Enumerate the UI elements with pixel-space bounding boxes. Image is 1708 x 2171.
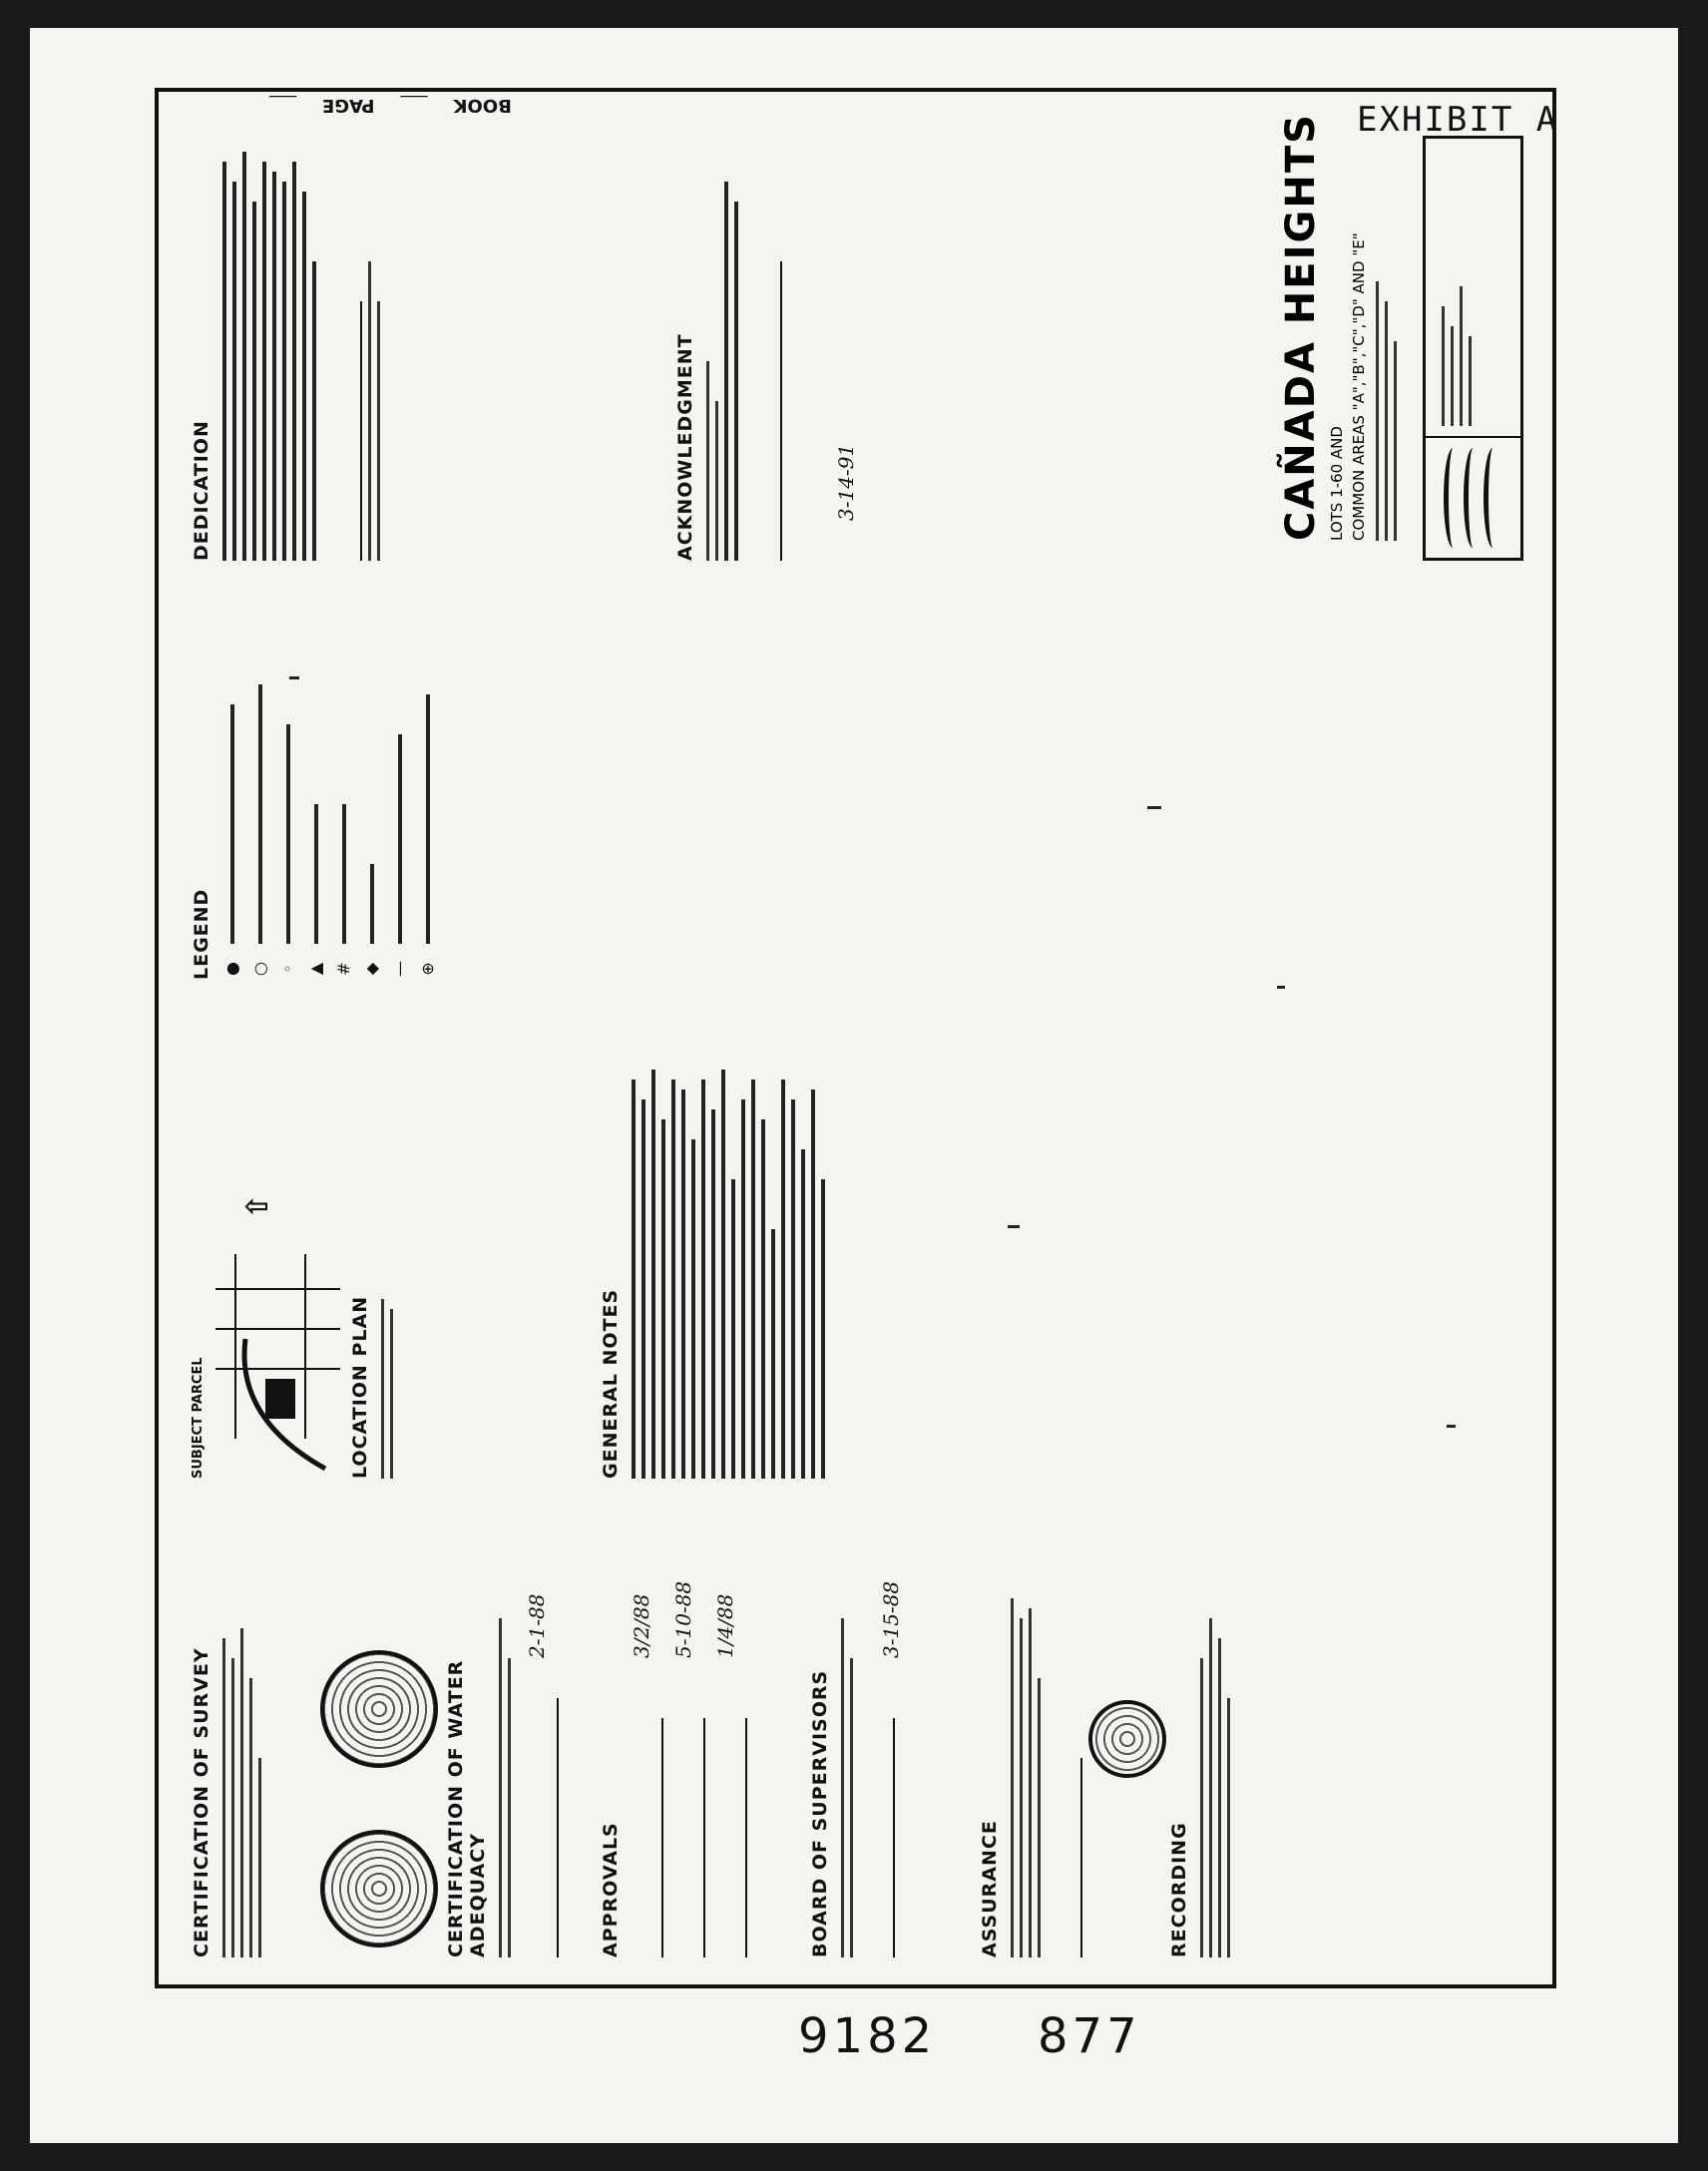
legend-heading: LEGEND — [191, 888, 213, 980]
title-line-1: LOTS 1-60 AND — [1328, 426, 1346, 541]
scan-speck — [1147, 806, 1161, 809]
engineer-logo-icon — [1426, 436, 1520, 558]
certification-of-survey-heading: CERTIFICATION OF SURVEY — [191, 1647, 213, 1957]
subject-parcel-label: SUBJECT PARCEL — [191, 1357, 206, 1479]
subdivision-title: CAÑADA HEIGHTS — [1278, 113, 1324, 541]
footer-number-right: 877 — [1038, 2008, 1141, 2064]
document-paper — [30, 28, 1678, 2143]
general-notes-heading: GENERAL NOTES — [600, 1288, 622, 1479]
scan-speck — [289, 676, 299, 679]
dedication-section — [191, 142, 386, 561]
board-date: 3-15-88 — [879, 1580, 903, 1658]
title-line-2: COMMON AREAS "A","B","C","D" AND "E" — [1350, 232, 1368, 541]
scan-speck — [1447, 1425, 1456, 1428]
approval-date-3: 1/4/88 — [713, 1593, 737, 1658]
north-arrow-icon: ⇧ — [240, 1193, 275, 1219]
acknowledgment-date: 3-14-91 — [834, 443, 858, 521]
book-label: BOOK — [453, 95, 512, 117]
approvals-section — [600, 1558, 749, 1957]
exhibit-label: EXHIBIT A — [1357, 100, 1559, 140]
footer-number-left: 9182 — [798, 2008, 937, 2064]
water-adequacy-section — [445, 1578, 559, 1957]
surveyor-seal — [320, 1830, 438, 1948]
approvals-heading: APPROVALS — [600, 1822, 622, 1957]
plat-sheet — [155, 88, 1559, 1988]
plat-rotated-content — [171, 102, 1547, 1977]
recording-section — [1168, 1558, 1236, 1957]
county-seal — [1088, 1700, 1166, 1778]
general-notes-section — [600, 1050, 831, 1479]
acknowledgment-heading: ACKNOWLEDGMENT — [674, 333, 696, 561]
assurance-section — [979, 1558, 1082, 1957]
recording-heading: RECORDING — [1168, 1822, 1190, 1957]
scan-speck — [1277, 986, 1285, 989]
page-label: PAGE — [322, 95, 375, 117]
board-of-supervisors-section — [809, 1558, 919, 1957]
location-map — [206, 1249, 345, 1479]
approval-date-1: 3/2/88 — [630, 1593, 653, 1658]
book-page-header: BOOK ___ PAGE ___ — [269, 95, 512, 117]
certification-of-survey-section — [191, 1598, 267, 1957]
water-adequacy-heading: CERTIFICATION OF WATER ADEQUACY — [445, 1659, 489, 1957]
location-plan-heading: LOCATION PLAN — [349, 1295, 371, 1479]
scan-speck — [1008, 1225, 1020, 1228]
title-block — [1278, 113, 1403, 541]
dedication-heading: DEDICATION — [191, 420, 213, 561]
board-heading: BOARD OF SUPERVISORS — [809, 1669, 831, 1957]
acknowledgment-section — [674, 142, 858, 561]
water-date: 2-1-88 — [525, 1593, 549, 1658]
legend-section: LEGEND ● ○ ◦ ▲ # ◆ — ⊕ — [191, 651, 446, 980]
engineer-seal — [320, 1650, 438, 1768]
engineer-logo-box — [1423, 136, 1523, 561]
approval-date-2: 5-10-88 — [671, 1580, 695, 1658]
assurance-heading: ASSURANCE — [979, 1820, 1001, 1957]
location-plan-section — [191, 1239, 399, 1479]
